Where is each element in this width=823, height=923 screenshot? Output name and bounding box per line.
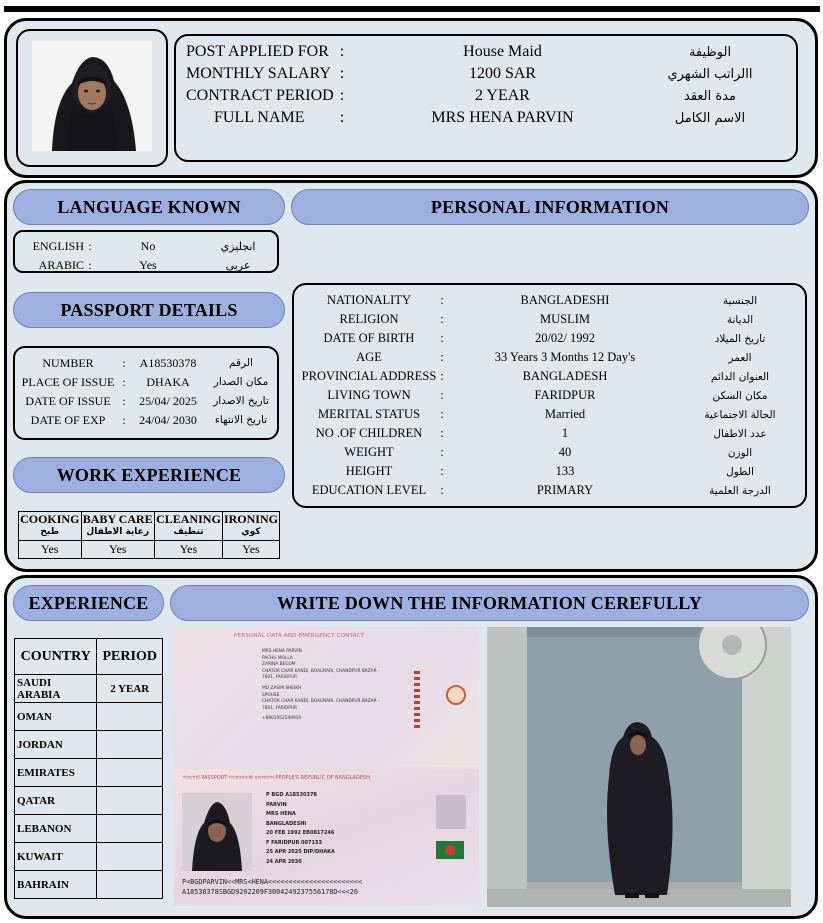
passport-holder-photo [182, 793, 252, 871]
scan-bio-line: BANGLADESHI [266, 820, 307, 827]
country-column-header: COUNTRY [15, 639, 97, 675]
profile-photo-frame [16, 29, 168, 167]
personal-row-colon-9: : [440, 464, 444, 478]
experience-country: OMAN [15, 703, 97, 731]
experience-country: JORDAN [15, 731, 97, 759]
work-skill-arabic: طبخ [40, 527, 60, 537]
experience-heading: EXPERIENCE [13, 585, 164, 621]
passport-row-arabic-1: مكان الصدار [213, 376, 269, 388]
passport-row-value-2: 25/04/ 2025 [139, 393, 197, 408]
personal-row-value-7: 1 [561, 426, 569, 440]
passport-row-value-0: A18530378 [139, 355, 197, 370]
personal-row-arabic-6: الحالة الاجتماعية [704, 408, 776, 421]
passport-scan-image [174, 627, 479, 906]
passport-row-colon-1: : [122, 374, 126, 389]
header-row-arabic-0: الوظيفة [688, 44, 732, 60]
personal-row-arabic-4: العنوان الدائم [710, 370, 770, 383]
passport-row-arabic-2: تاريخ الاصدار [213, 395, 269, 407]
language-row-colon-0: : [88, 238, 92, 253]
table-row [15, 787, 163, 815]
personal-row-colon-1: : [440, 312, 444, 326]
language-known-heading: LANGUAGE KNOWN [13, 189, 285, 225]
personal-row-colon-0: : [440, 293, 444, 307]
experience-period [97, 703, 163, 731]
passport-bio-header: পাসপোর্ট PASSPORT গণপ্রজাতন্ত্রী বাংলাদেশ PEOPLE'S REPUBLIC OF BANGLADESH [182, 775, 370, 781]
experience-country: EMIRATES [15, 759, 97, 787]
personal-row-label-8: WEIGHT [344, 445, 394, 459]
personal-row-label-5: LIVING TOWN [327, 388, 411, 402]
table-row [15, 703, 163, 731]
scan-data-line: 7801, FARIDPUR [262, 705, 297, 711]
scan-data-line: PACHU MOLLA [262, 655, 293, 661]
mrz-line-1: P<BGDPARVIN<<MRS<HENA<<<<<<<<<<<<<<<<<<<<<<< [182, 878, 363, 886]
personal-row-label-7: NO .OF CHILDREN [315, 426, 423, 440]
experience-country: BAHRAIN [15, 871, 97, 899]
scan-data-line: 7801, FARIDPUR [262, 675, 297, 681]
work-skill-name: IRONING [223, 512, 278, 526]
experience-country: SAUDI ARABIA [15, 675, 97, 703]
work-skill-arabic: رعاية الاطفال [86, 527, 150, 537]
experience-period: 2 YEAR [97, 675, 163, 703]
passport-mrz [182, 877, 477, 897]
personal-row-colon-2: : [440, 331, 444, 345]
passport-row-label-0: NUMBER [42, 355, 94, 370]
header-row-label-0: POST APPLIED FOR [186, 43, 329, 60]
language-row-label-1: ARABIC [38, 257, 84, 272]
scan-bio-line: P BGD A18530378 [266, 792, 317, 798]
passport-details-heading: PASSPORT DETAILS [13, 292, 285, 328]
personal-row-value-0: BANGLADESHI [520, 293, 610, 307]
personal-row-label-4: PROVINCIAL ADDRESS [301, 369, 437, 383]
passport-row-colon-3: : [122, 412, 126, 427]
work-skill-arabic: كوي [241, 527, 261, 537]
scan-data-line: MRS HENA PARVIN [262, 649, 302, 654]
language-row-colon-1: : [88, 257, 92, 272]
personal-row-colon-3: : [440, 350, 444, 364]
language-row-arabic-1: عربي [225, 258, 251, 272]
bangladesh-flag-icon [436, 841, 464, 859]
work-skill-name: CLEANING [156, 512, 221, 526]
personal-row-value-1: MUSLIM [539, 312, 590, 326]
table-row [15, 759, 163, 787]
personal-row-label-9: HEIGHT [345, 464, 393, 478]
personal-row-value-8: 40 [558, 445, 572, 459]
passport-row-label-3: DATE OF EXP [30, 412, 106, 427]
table-row [15, 815, 163, 843]
scan-bio-line: PARVIN [266, 801, 287, 808]
passport-row-arabic-0: الرقم [229, 357, 253, 369]
work-skill-value-2: Yes [154, 541, 222, 559]
personal-row-arabic-10: الدرجة العلمية [709, 484, 771, 497]
passport-data-heading: PERSONAL DATA AND EMERGENCY CONTACT [234, 633, 365, 639]
personal-row-value-5: FARIDPUR [534, 388, 596, 402]
passport-row-value-3: 24/04/ 2030 [139, 412, 197, 427]
table-row [15, 731, 163, 759]
passport-row-label-1: PLACE OF ISSUE [21, 374, 115, 389]
scan-data-line: MD ZASIM SHEIKH [262, 685, 302, 691]
personal-row-label-2: DATE OF BIRTH [323, 331, 415, 345]
passport-mini-photo [436, 795, 466, 829]
experience-table [14, 638, 163, 899]
work-skill-value-0: Yes [19, 541, 82, 559]
header-row-value-2: 2 YEAR [475, 87, 530, 104]
personal-row-value-3: 33 Years 3 Months 12 Day's [494, 350, 636, 364]
table-row [15, 843, 163, 871]
header-row-value-3: MRS HENA PARVIN [431, 109, 574, 126]
header-row-label-3: FULL NAME [214, 109, 305, 126]
scan-bio-line: F FARIDPUR 007153 [266, 839, 322, 846]
scan-bio-line: 25 APR 2025 DIP/DHAKA [266, 849, 335, 855]
scan-data-line: +8801952549919 [262, 716, 302, 722]
language-row-label-0: ENGLISH [32, 238, 84, 253]
scan-data-line: CHATOR CHAR KANDI, BOALMARI, CHANDPUR BAZAR - [262, 668, 380, 674]
personal-row-value-6: Married [544, 407, 586, 421]
personal-row-label-0: NATIONALITY [326, 293, 411, 307]
experience-country: LEBANON [15, 815, 97, 843]
profile-photo [32, 41, 152, 151]
personal-row-arabic-3: العمر [728, 351, 752, 364]
personal-row-value-4: BANGLADESH [522, 369, 608, 383]
header-row-colon-3: : [339, 109, 345, 126]
personal-row-colon-4: : [440, 369, 444, 383]
experience-period [97, 731, 163, 759]
personal-row-arabic-9: الطول [726, 465, 754, 478]
notice-heading: WRITE DOWN THE INFORMATION CEREFULLY [170, 585, 809, 621]
personal-row-value-2: 20/02/ 1992 [534, 331, 596, 345]
passport-row-colon-0: : [122, 355, 126, 370]
scan-data-line: CHATOR CHAR KANDI, BOALMARI, CHANDPUR BAZAR - [262, 699, 380, 705]
passport-row-label-2: DATE OF ISSUE [25, 393, 111, 408]
work-experience-table [18, 511, 280, 559]
scan-bio-line: MRS HENA [266, 811, 296, 817]
work-column-header-2 [154, 512, 222, 541]
personal-row-arabic-5: مكان السكن [712, 389, 768, 402]
work-experience-heading: WORK EXPERIENCE [13, 457, 285, 493]
scan-data-line: SPOUSE [262, 692, 280, 698]
work-column-header-1 [81, 512, 154, 541]
personal-row-arabic-7: عدد الاطفال [713, 427, 767, 440]
language-row-arabic-0: انجليزي [220, 239, 256, 253]
experience-period [97, 815, 163, 843]
passport-data-page [174, 627, 479, 767]
work-skill-name: BABY CARE [82, 512, 153, 526]
experience-country: KUWAIT [15, 843, 97, 871]
experience-country: QATAR [15, 787, 97, 815]
personal-row-label-6: MERITAL STATUS [317, 407, 421, 421]
top-rule [4, 6, 820, 12]
table-row [15, 871, 163, 899]
header-row-label-1: MONTHLY SALARY [186, 65, 331, 82]
table-row [15, 675, 163, 703]
header-row-colon-2: : [339, 87, 345, 104]
personal-row-arabic-8: الوزن [727, 446, 753, 459]
passport-row-colon-2: : [122, 393, 126, 408]
full-body-photo [487, 627, 791, 907]
header-row-arabic-2: مدة العقد [684, 88, 736, 104]
personal-row-arabic-2: تاريخ الميلاد [714, 332, 766, 345]
personal-row-value-10: PRIMARY [536, 483, 594, 497]
personal-row-label-1: RELIGION [339, 312, 399, 326]
scan-data-line: ZARINA BEGUM [262, 662, 296, 668]
language-row-value-1: Yes [139, 257, 157, 272]
personal-row-arabic-1: الديانة [726, 313, 754, 326]
personal-row-colon-5: : [440, 388, 444, 402]
personal-row-label-3: AGE [356, 350, 382, 364]
personal-row-colon-8: : [440, 445, 444, 459]
passport-number-vertical [414, 671, 420, 731]
passport-bio-page [174, 769, 479, 906]
personal-row-arabic-0: الجنسية [722, 294, 758, 307]
personal-row-value-9: 133 [555, 464, 575, 478]
personal-row-label-10: EDUCATION LEVEL [311, 483, 427, 497]
experience-period [97, 759, 163, 787]
work-skill-value-3: Yes [222, 541, 279, 559]
work-column-header-0 [19, 512, 82, 541]
period-column-header: PERIOD [97, 639, 163, 675]
experience-period [97, 843, 163, 871]
header-row-colon-1: : [339, 65, 345, 82]
passport-seal-icon [446, 685, 466, 705]
experience-period [97, 787, 163, 815]
experience-period [97, 871, 163, 899]
header-row-label-2: CONTRACT PERIOD [186, 87, 334, 104]
scan-bio-line: 20 FEB 1992 EB0817246 [266, 830, 335, 836]
header-row-arabic-3: الاسم الكامل [674, 110, 746, 126]
personal-row-colon-7: : [440, 426, 444, 440]
language-row-value-0: No [140, 238, 156, 253]
personal-information-heading: PERSONAL INFORMATION [291, 189, 809, 225]
work-skill-arabic: تنظيف [173, 527, 204, 537]
personal-row-colon-6: : [440, 407, 444, 421]
header-row-value-0: House Maid [463, 43, 542, 60]
work-skill-value-1: Yes [81, 541, 154, 559]
personal-row-colon-10: : [440, 483, 444, 497]
passport-row-arabic-3: تاريخ الانتهاء [214, 414, 268, 426]
work-column-header-3 [222, 512, 279, 541]
header-row-colon-0: : [339, 43, 345, 60]
work-skill-name: COOKING [20, 512, 80, 526]
scan-bio-line: 24 APR 2030 [266, 858, 302, 865]
header-row-arabic-1: االراتب الشهري [667, 66, 753, 82]
mrz-line-2: A18530378SBGD9202209F3004249237556178D<<<20 [182, 888, 358, 896]
header-row-value-1: 1200 SAR [468, 65, 537, 82]
passport-row-value-1: DHAKA [146, 374, 190, 389]
